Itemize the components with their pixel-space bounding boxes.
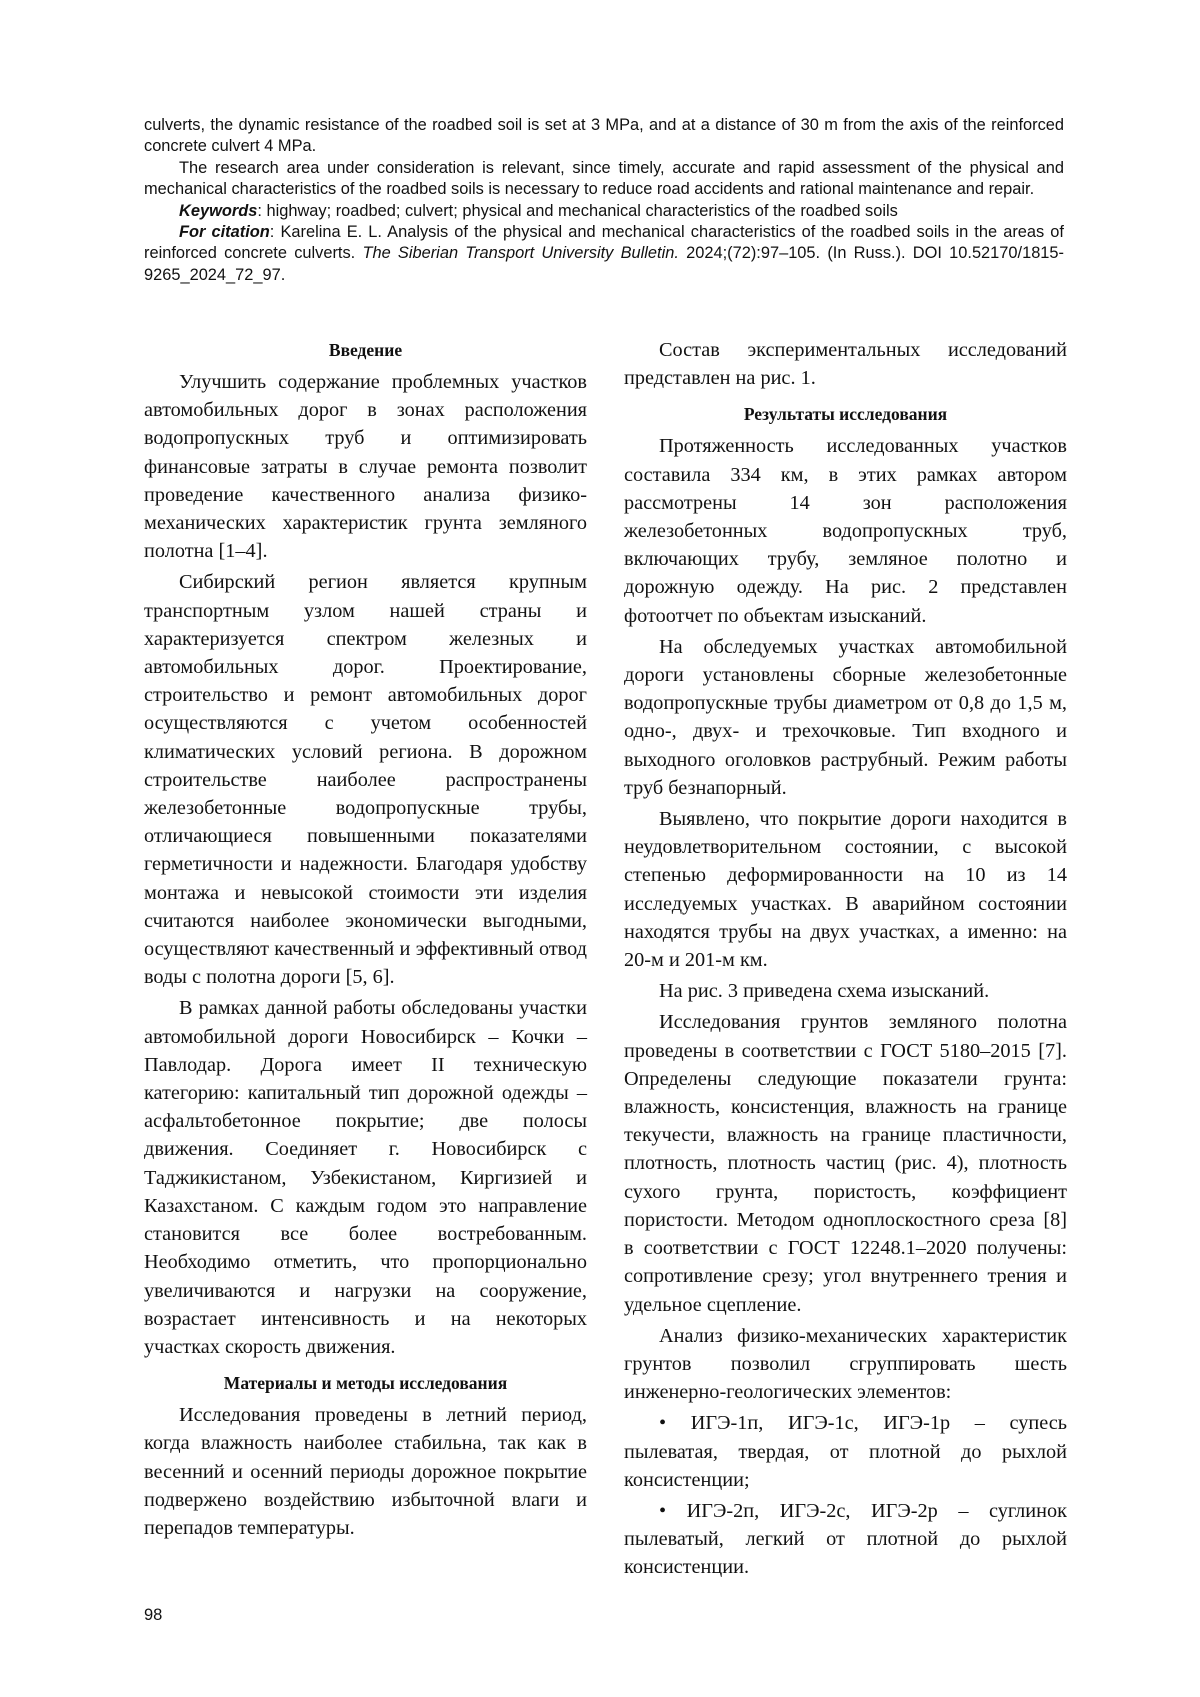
keywords-text: : highway; roadbed; culvert; physical and mechanical characteristics of the roadbed soils [257, 201, 898, 220]
page-number: 98 [144, 1606, 163, 1624]
body-paragraph: Сибирский регион является крупным транспортным узлом нашей страны и характеризуется спектром железных и автомобильных дорог. Проектирование, строительство и ремонт автомобильных дорог осуществляются с учетом особенностей климатических условий региона. В дорожном строительстве наиболее распространены железобетонные водопропускные трубы, отличающиеся повышенными показателями герметичности и надежности. Благодаря удобству монтажа и невысокой стоимости эти изделия считаются наиболее экономически выгодными, осуществляют качественный и эффективный отвод воды с полотна дороги [5, 6]. [144, 571, 587, 989]
section-heading-results: Результаты исследования [743, 404, 948, 425]
section-heading-intro: Введение [328, 340, 403, 360]
abstract-paragraph: The research area under consideration is relevant, since timely, accurate and rapid assessment of the physical and mechanical characteristics of the roadbed soils is necessary to reduce road accidents and rational maintenance and repair. [144, 158, 1064, 199]
body-paragraph: Улучшить содержание проблемных участков автомобильных дорог в зонах расположения водопропускных труб и оптимизировать финансовые затраты в случае ремонта позволит проведение качественного анализа физико-механических характеристик грунта земляного полотна [1–4]. [144, 371, 587, 563]
body-paragraph: Анализ физико-механических характеристик грунтов позволил сгруппировать шесть инженерно-геологических элементов: [624, 1324, 1067, 1404]
body-paragraph: Протяженность исследованных участков составила 334 км, в этих рамках автором рассмотрены 14 зон расположения железобетонных водопропускных труб, включающих трубу, земляное полотно и дорожную одежду. На рис. 2 представлен фотоотчет по объектам изысканий. [624, 435, 1067, 627]
abstract-paragraph: culverts, the dynamic resistance of the roadbed soil is set at 3 MPa, and at a distance of 30 m from the axis of the reinforced concrete culvert 4 MPa. [144, 116, 1064, 156]
list-item: • ИГЭ-1п, ИГЭ-1с, ИГЭ-1р – супесь пылеватая, твердая, от плотной до рыхлой консистенции; [624, 1412, 1067, 1491]
body-paragraph: На рис. 3 приведена схема изысканий. [659, 980, 990, 1003]
body-paragraph: Выявлено, что покрытие дороги находится в неудовлетворительном состоянии, с высокой степенью деформированности на 10 из 14 исследуемых участках. В аварийном состоянии находятся трубы на двух участках, а именно: на 20-м и 201-м км. [624, 808, 1067, 972]
body-paragraph: Исследования грунтов земляного полотна проведены в соответствии с ГОСТ 5180–2015 [7]. Определены следующие показатели грунта: влажность, консистенция, влажность на границе текучести, влажность на границе пластичности, плотность, плотность частиц (рис. 4), плотность сухого грунта, пористость, коэффициент пористости. Методом одноплоскостного среза [8] в соответствии с ГОСТ 12248.1–2020 получены: сопротивление срезу; угол внутреннего трения и удельное сцепление. [624, 1011, 1067, 1316]
abstract-block [144, 115, 1064, 286]
citation-journal: The Siberian Transport University Bulletin. [362, 244, 679, 263]
citation-label: For citation [179, 223, 270, 242]
keywords-line [144, 201, 1064, 222]
left-column [144, 336, 587, 1545]
citation-line [144, 222, 1064, 286]
section-heading-methods: Материалы и методы исследования [223, 1373, 508, 1394]
citation-text-end: 2024;(72):97–105. (In Russ.). DOI 10.52170/1815-9265_2024_72_97. [144, 244, 1064, 284]
citation-text: : Karelina E. L. Analysis of the physical and mechanical characteristics of the roadbed soils in the areas of reinforced concrete culverts. [144, 223, 1064, 263]
body-paragraph: На обследуемых участках автомобильной дороги установлены сборные железобетонные водопропускные трубы диаметром от 0,8 до 1,5 м, одно-, двух- и трехочковые. Тип входного и выходного оголовков раструбный. Режим работы труб безнапорный. [624, 635, 1067, 799]
body-paragraph: Исследования проведены в летний период, когда влажность наиболее стабильна, так как в весенний и осенний периоды дорожное покрытие подвержено воздействию избыточной влаги и перепадов температуры. [144, 1404, 587, 1539]
body-paragraph: Состав экспериментальных исследований представлен на рис. 1. [624, 339, 1067, 390]
keywords-label: Keywords [179, 201, 258, 220]
right-column [624, 336, 1067, 1585]
body-paragraph: В рамках данной работы обследованы участки автомобильной дороги Новосибирск – Кочки – Павлодар. Дорога имеет II техническую категорию: капитальный тип дорожной одежды – асфальтобетонное покрытие; две полосы движения. Соединяет г. Новосибирск с Таджикистаном, Узбекистаном, Киргизией и Казахстаном. С каждым годом это направление становится все более востребованным. Необходимо отметить, что пропорционально увеличиваются и нагрузки на сооружение, возрастает интенсивность и на некоторых участках скорость движения. [144, 997, 587, 1358]
list-item: • ИГЭ-2п, ИГЭ-2с, ИГЭ-2р – суглинок пылеватый, легкий от плотной до рыхлой консистенции. [624, 1499, 1067, 1579]
